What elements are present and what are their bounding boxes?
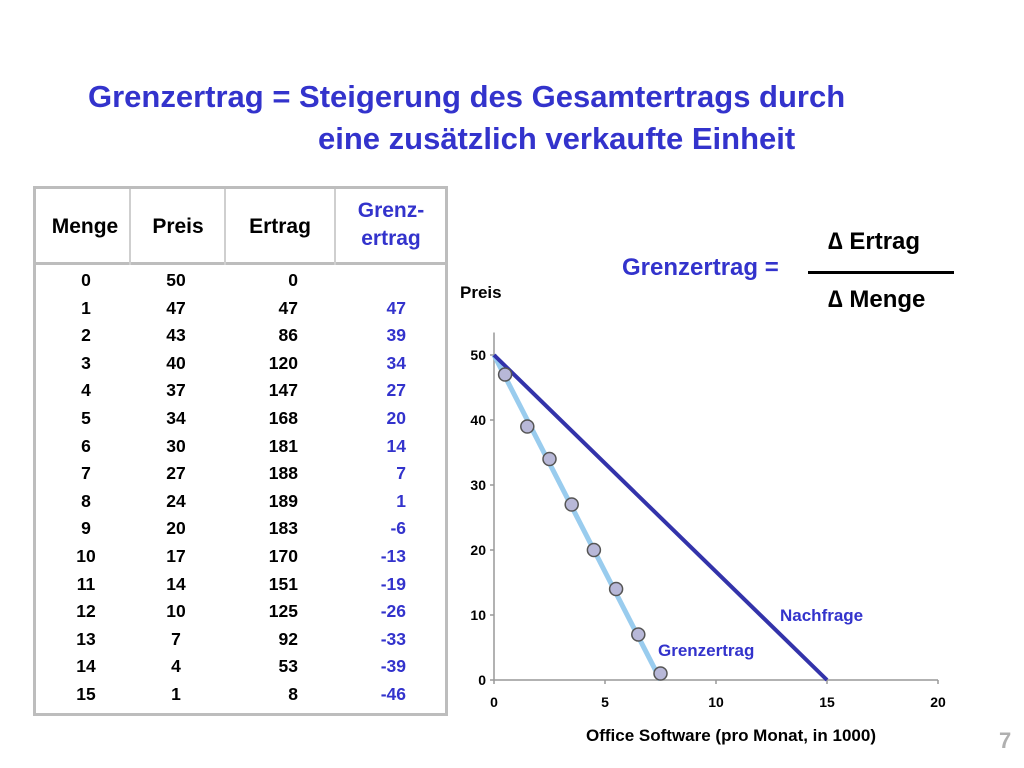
cell-preis: 10 — [166, 601, 186, 622]
cell-ertrag: 183 — [268, 518, 298, 539]
cell-menge: 14 — [76, 656, 96, 677]
header-preis: Preis — [152, 215, 204, 238]
header-grenzertrag-line2: ertrag — [361, 227, 421, 250]
title-line-2: eine zusätzlich verkaufte Einheit — [318, 121, 796, 156]
cell-preis: 34 — [166, 407, 186, 428]
cell-ertrag: 181 — [268, 435, 298, 456]
cell-ertrag: 8 — [288, 683, 298, 704]
cell-ertrag: 53 — [278, 656, 298, 677]
grenzertrag-point — [543, 453, 556, 466]
cell-grenzertrag: -19 — [380, 573, 406, 594]
cell-ertrag: 86 — [278, 325, 298, 346]
cell-preis: 7 — [171, 628, 181, 649]
nachfrage-line — [494, 355, 827, 680]
page-number: 7 — [999, 728, 1012, 753]
cell-preis: 4 — [171, 656, 181, 677]
cell-ertrag: 47 — [278, 297, 298, 318]
cell-ertrag: 147 — [268, 380, 298, 401]
grenzertrag-label: Grenzertrag — [658, 641, 755, 660]
cell-menge: 9 — [81, 518, 91, 539]
cell-menge: 10 — [76, 545, 96, 566]
cell-grenzertrag: 39 — [386, 325, 406, 346]
formula-label: Grenzertrag = — [622, 254, 779, 281]
y-tick-label: 30 — [470, 477, 486, 493]
cell-menge: 15 — [76, 683, 96, 704]
cell-preis: 20 — [166, 518, 186, 539]
cell-menge: 2 — [81, 325, 91, 346]
cell-ertrag: 120 — [268, 352, 298, 373]
cell-ertrag: 151 — [268, 573, 298, 594]
x-tick-label: 20 — [930, 694, 946, 710]
cell-preis: 40 — [166, 352, 186, 373]
y-axis-label: Preis — [460, 283, 502, 302]
cell-menge: 7 — [81, 463, 91, 484]
cell-menge: 12 — [76, 601, 96, 622]
x-axis-label: Office Software (pro Monat, in 1000) — [586, 726, 876, 745]
cell-preis: 37 — [166, 380, 186, 401]
grenzertrag-point — [587, 544, 600, 557]
header-menge: Menge — [51, 215, 119, 238]
cell-ertrag: 0 — [288, 270, 298, 290]
cell-preis: 17 — [166, 545, 186, 566]
cell-menge: 8 — [81, 490, 91, 511]
cell-menge: 11 — [76, 573, 96, 594]
header-ertrag: Ertrag — [249, 215, 311, 238]
cell-menge: 3 — [81, 352, 91, 373]
cell-grenzertrag: 7 — [396, 463, 406, 484]
y-tick-label: 20 — [470, 542, 486, 558]
y-tick-label: 10 — [470, 607, 486, 623]
cell-grenzertrag: 20 — [386, 407, 406, 428]
cell-grenzertrag: -6 — [390, 518, 406, 539]
cell-ertrag: 92 — [278, 628, 298, 649]
y-tick-label: 50 — [470, 347, 486, 363]
cell-preis: 14 — [166, 573, 186, 594]
cell-grenzertrag: -39 — [380, 656, 406, 677]
cell-menge: 0 — [81, 270, 91, 290]
cell-preis: 1 — [171, 683, 181, 704]
cell-grenzertrag: 47 — [386, 297, 406, 318]
cell-menge: 5 — [81, 407, 91, 428]
cell-preis: 47 — [166, 297, 186, 318]
title-line-1: Grenzertrag = Steigerung des Gesamtertrags durch — [88, 79, 846, 114]
cell-ertrag: 170 — [268, 545, 298, 566]
cell-ertrag: 188 — [268, 463, 298, 484]
cell-ertrag: 125 — [268, 601, 298, 622]
cell-preis: 50 — [166, 270, 186, 290]
grenzertrag-point — [565, 498, 578, 511]
x-tick-label: 15 — [819, 694, 835, 710]
cell-menge: 13 — [76, 628, 96, 649]
y-tick-label: 40 — [470, 412, 486, 428]
grenzertrag-point — [610, 583, 623, 596]
cell-menge: 4 — [81, 380, 91, 401]
cell-grenzertrag: 14 — [386, 435, 406, 456]
y-tick-label: 0 — [478, 672, 486, 688]
cell-ertrag: 189 — [268, 490, 298, 511]
x-tick-label: 0 — [490, 694, 498, 710]
cell-preis: 27 — [166, 463, 186, 484]
x-tick-label: 10 — [708, 694, 724, 710]
cell-ertrag: 168 — [268, 407, 298, 428]
cell-menge: 6 — [81, 435, 91, 456]
x-tick-label: 5 — [601, 694, 609, 710]
header-grenzertrag-line1: Grenz- — [357, 199, 425, 222]
grenzertrag-point — [632, 628, 645, 641]
cell-menge: 1 — [81, 297, 91, 318]
formula-numerator: ∆ Ertrag — [828, 228, 921, 255]
grenzertrag-point — [521, 420, 534, 433]
grenzertrag-point — [499, 368, 512, 381]
grenzertrag-point — [654, 667, 667, 680]
cell-grenzertrag: -26 — [380, 601, 406, 622]
cell-preis: 43 — [166, 325, 186, 346]
cell-preis: 30 — [166, 435, 186, 456]
cell-grenzertrag: 34 — [386, 352, 406, 373]
nachfrage-label: Nachfrage — [780, 606, 864, 625]
cell-grenzertrag: 27 — [386, 380, 406, 401]
cell-preis: 24 — [166, 490, 186, 511]
formula-denominator: ∆ Menge — [828, 286, 926, 313]
cell-grenzertrag: -46 — [380, 683, 406, 704]
cell-grenzertrag: -33 — [380, 628, 406, 649]
cell-grenzertrag: -13 — [380, 545, 406, 566]
cell-grenzertrag: 1 — [396, 490, 406, 511]
